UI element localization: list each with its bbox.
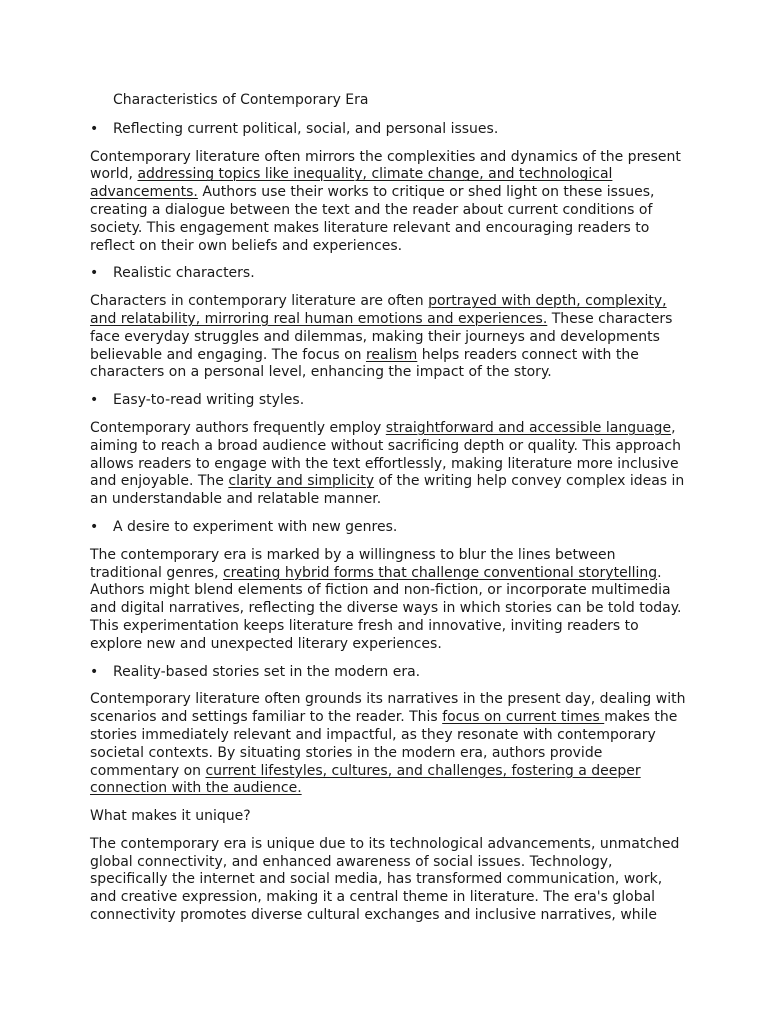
- underlined-text: current lifestyles, cultures, and challenges, fostering a deeper connection with the audience.: [90, 762, 641, 797]
- bullet-item-reality-based: [90, 664, 686, 682]
- underlined-text: portrayed with depth, complexity, and relatability, mirroring real human emotions and experiences.: [90, 293, 667, 327]
- bullet-item-political-issues: [90, 121, 686, 139]
- paragraph-text: Contemporary authors frequently employ: [90, 419, 386, 436]
- bullet-dot-icon: •: [90, 265, 99, 282]
- bullet-label: Easy-to-read writing styles.: [113, 392, 305, 409]
- bullet-label: Realistic characters.: [113, 265, 255, 282]
- bullet-label: Reality-based stories set in the modern era.: [113, 663, 421, 680]
- underlined-text: realism: [365, 346, 418, 363]
- paragraph-political-issues: [90, 149, 686, 256]
- underlined-text: clarity and simplicity: [228, 473, 375, 490]
- bullet-item-new-genres: [90, 519, 686, 537]
- bullet-dot-icon: •: [90, 120, 99, 137]
- paragraph-text: of the writing help convey complex ideas in an understandable and relatable manner.: [90, 473, 685, 508]
- underlined-text: straightforward and accessible language: [385, 419, 672, 436]
- bullet-label: Reflecting current political, social, and personal issues.: [113, 120, 499, 137]
- bullet-item-writing-styles: [90, 392, 686, 410]
- underlined-text: creating hybrid forms that challenge conventional storytelling: [222, 564, 658, 581]
- paragraph-writing-styles: [90, 420, 686, 509]
- paragraph-text: The contemporary era is marked by a willingness to blur the lines between traditional genres,: [90, 546, 616, 581]
- underlined-text: addressing topics like inequality, climate change, and technological advancements.: [90, 166, 613, 201]
- paragraph-reality-based: [90, 691, 686, 798]
- paragraph-text: helps readers connect with the characters on a personal level, enhancing the impact of the story.: [90, 346, 639, 381]
- paragraph-text: Authors use their works to critique or shed light on these issues, creating a dialogue between the text and the reader about current conditions of society. This engagement makes literature relevant and encouraging readers to reflect on their own beliefs and experiences.: [90, 184, 655, 254]
- paragraph-text: Contemporary literature often mirrors the complexities and dynamics of the present world,: [90, 148, 681, 183]
- paragraph-text: , aiming to reach a broad audience without sacrificing depth or quality. This approach allows readers to engage with the text effortlessly, making literature more inclusive and enjoyable. The: [90, 419, 681, 490]
- bullet-item-realistic-characters: [90, 265, 686, 283]
- paragraph-text: Contemporary literature often grounds its narratives in the present day, dealing with scenarios and settings familiar to the reader. This: [90, 691, 686, 726]
- bullet-dot-icon: •: [90, 518, 99, 535]
- paragraph-new-genres: [90, 547, 686, 654]
- document-page: [90, 92, 686, 935]
- underlined-text: focus on current times: [442, 709, 605, 726]
- document-title: Characteristics of Contemporary Era: [113, 92, 369, 108]
- bullet-dot-icon: •: [90, 392, 99, 409]
- paragraph-text: These characters face everyday struggles and dilemmas, making their journeys and developments believable and engaging. The focus on: [90, 310, 673, 363]
- bullet-dot-icon: •: [90, 663, 99, 680]
- paragraph-realistic-characters: [90, 293, 686, 382]
- paragraph-text: . Authors might blend elements of fiction and non-fiction, or incorporate multimedia and digital narratives, reflecting the diverse ways in which stories can be told today. This experimentation keeps literature fresh and innovative, inviting readers to explore new and unexpected literary experiences.: [90, 564, 682, 652]
- unique-heading: What makes it unique?: [90, 808, 251, 825]
- bullet-label: A desire to experiment with new genres.: [113, 518, 398, 535]
- paragraph-text: Characters in contemporary literature are often: [90, 293, 429, 310]
- paragraph-unique: The contemporary era is unique due to its technological advancements, unmatched global connectivity, and enhanced awareness of social issues. Technology, specifically the internet and social media, has transformed communication, work, and creative expression, making it a central theme in literature. The era's global connectivity promotes diverse cultural exchanges and inclusive narratives, while: [90, 835, 680, 924]
- paragraph-text: makes the stories immediately relevant and impactful, as they resonate with contemporary societal contexts. By situating stories in the modern era, authors provide commentary on: [90, 709, 678, 779]
